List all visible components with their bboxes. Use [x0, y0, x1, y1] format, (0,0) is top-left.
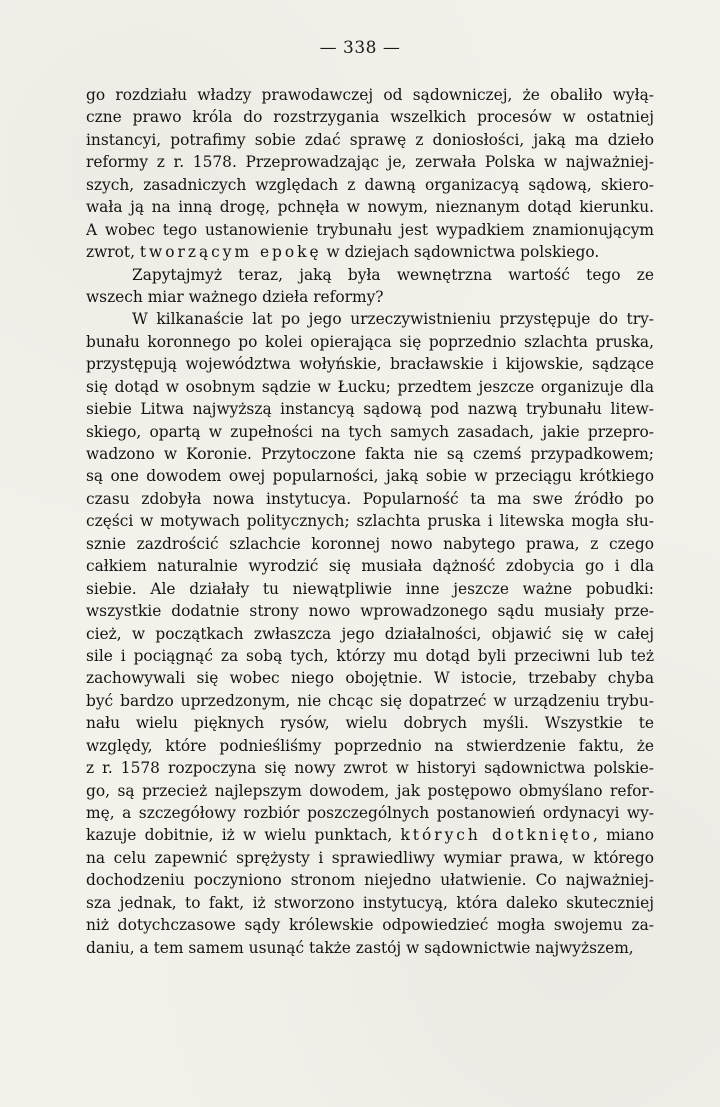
text-line: siebie Litwa najwyższą instancyą sądową pod nazwą trybunału litew-: [86, 400, 654, 419]
text-line: czne prawo króla do rozstrzygania wszelkich procesów w ostatniej: [86, 108, 654, 127]
page-body-text: [86, 84, 654, 959]
text-line: W kilkanaście lat po jego urzeczywistnieniu przystępuje do try-: [132, 310, 654, 329]
text-line: się dotąd w osobnym sądzie w Łucku; przedtem jeszcze organizuje dla: [86, 377, 654, 396]
text-line: na celu zapewnić sprężysty i sprawiedliwy wymiar prawa, w którego: [86, 848, 654, 867]
text-line: bunału koronnego po kolei opierająca się poprzednio szlachta pruska,: [86, 332, 654, 351]
text-line: Zapytajmyż teraz, jaką była wewnętrzna wartość tego ze: [132, 265, 654, 284]
text-line: nału wielu pięknych rysów, wielu dobrych myśli. Wszystkie te: [86, 714, 654, 733]
text-line: wadzono w Koronie. Przytoczone fakta nie są czemś przypadkowem;: [86, 445, 654, 463]
text-line: z r. 1578 rozpoczyna się nowy zwrot w historyi sądownictwa polskie-: [86, 759, 654, 778]
text-line: cież, w początkach zwłaszcza jego działalności, objawić się w całej: [86, 624, 654, 643]
text-line: wszech miar ważnego dzieła reformy?: [86, 287, 384, 306]
page-number: — 338 —: [319, 38, 401, 58]
paragraph: [86, 264, 654, 309]
text-line: zwrot, tworzącym epokę w dziejach sądownictwa polskiego.: [86, 243, 600, 262]
text-line: są one dowodem owej popularności, jaką sobie w przeciągu krótkiego: [86, 467, 654, 486]
text-line: go rozdziału władzy prawodawczej od sądowniczej, że obaliło wyłą-: [86, 86, 654, 104]
text-line: daniu, a tem samem usunąć także zastój w sądownictwie najwyższem,: [86, 938, 634, 957]
paragraph: [86, 308, 654, 959]
text-line: przystępują województwa wołyńskie, bracławskie i kijowskie, sądzące: [86, 355, 654, 374]
text-line: wszystkie dodatnie strony nowo wprowadzonego sądu musiały prze-: [86, 602, 654, 621]
text-line: instancyi, potrafimy sobie zdać sprawę z doniosłości, jaką ma dzieło: [86, 130, 654, 149]
text-line: szych, zasadniczych względach z dawną organizacyą sądową, skiero-: [86, 175, 654, 194]
text-line: kazuje dobitnie, iż w wielu punktach, których dotknięto, miano: [86, 826, 654, 845]
text-line: sznie zazdrościć szlachcie koronnej nowo nabytego prawa, z czego: [86, 534, 654, 553]
text-line: A wobec tego ustanowienie trybunału jest wypadkiem znamionującym: [86, 220, 654, 239]
paragraph: [86, 84, 654, 264]
text-line: reformy z r. 1578. Przeprowadzając je, zerwała Polska w najważniej-: [86, 153, 654, 172]
text-line: dochodzeniu poczyniono stronom niejedno ułatwienie. Co najważniej-: [86, 871, 654, 890]
text-line: być bardzo uprzedzonym, nie chcąc się dopatrzeć w urządzeniu trybu-: [86, 691, 654, 710]
text-line: wała ją na inną drogę, pchnęła w nowym, nieznanym dotąd kierunku.: [86, 198, 654, 217]
text-line: zachowywali się wobec niego obojętnie. W istocie, trzebaby chyba: [86, 669, 654, 688]
text-line: skiego, opartą w zupełności na tych samych zasadach, jakie przepro-: [86, 422, 654, 441]
text-line: części w motywach politycznych; szlachta pruska i litewska mogła słu-: [86, 512, 654, 531]
text-line: całkiem naturalnie wyrodzić się musiała dążność zdobycia go i dla: [86, 557, 654, 576]
spaced-emphasis: tworzącym epokę: [139, 243, 322, 262]
text-line: go, są przecież najlepszym dowodem, jak postępowo obmyślano refor-: [86, 781, 654, 800]
text-line: mę, a szczegółowy rozbiór poszczególnych postanowień ordynacyi wy-: [86, 804, 654, 822]
spaced-emphasis: których dotknięto: [400, 826, 594, 845]
text-line: niż dotychczasowe sądy królewskie odpowiedzieć mogła swojemu za-: [86, 916, 654, 935]
text-line: sile i pociągnąć za sobą tych, którzy mu dotąd byli przeciwni lub też: [86, 646, 654, 665]
text-line: względy, które podnieśliśmy poprzednio na stwierdzenie faktu, że: [86, 736, 654, 755]
text-line: sza jednak, to fakt, iż stworzono instytucyą, która daleko skuteczniej: [86, 893, 654, 912]
text-line: siebie. Ale działały tu niewątpliwie inne jeszcze ważne pobudki:: [86, 579, 654, 598]
text-line: czasu zdobyła nowa instytucya. Popularność ta ma swe źródło po: [86, 489, 654, 508]
